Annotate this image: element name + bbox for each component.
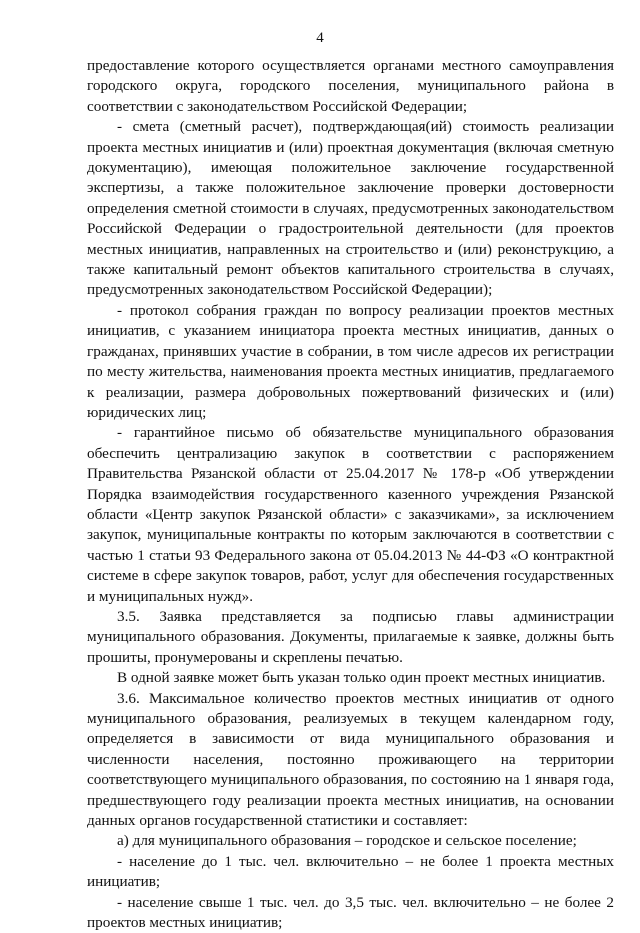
document-body (87, 56, 614, 933)
paragraph-3-5: 3.5. Заявка представляется за подписью главы администрации муниципального образования. Документы, прилагаемые к заявке, должны быть прошиты, пронумерованы и скреплены печатью. (87, 607, 614, 666)
paragraph-population-2: - население свыше 1 тыс. чел. до 3,5 тыс. чел. включительно – не более 2 проектов местных инициатив; (87, 893, 614, 932)
paragraph-estimate: - смета (сметный расчет), подтверждающая(ий) стоимость реализации проекта местных инициатив и (или) проектная документация (включая сметную документацию), имеющая положительное заключение государственной экспертизы, а также положительное заключение проверки достоверности определения сметной стоимости в случаях, предусмотренных законодательством Российской Федерации о градостроительной деятельности (для проектов местных инициатив, направленных на строительство и (или) реконструкцию, а также капитальный ремонт объектов капитального строительства в случаях, предусмотренных законодательством Российской Федерации); (87, 118, 614, 299)
paragraph-3-6: 3.6. Максимальное количество проектов местных инициатив от одного муниципального образования, реализуемых в текущем календарном году, определяется в зависимости от вида муниципального образования и численности населения, постоянно проживающего на территории соответствующего муниципального образования, по состоянию на 1 января года, предшествующего году реализации проекта местных инициатив, на основании данных органов государственной статистики и составляет: (87, 689, 614, 830)
page-number: 4 (316, 30, 324, 46)
paragraph-item-a: а) для муниципального образования – городское и сельское поселение; (117, 832, 577, 850)
paragraph-meeting-protocol: - протокол собрания граждан по вопросу реализации проектов местных инициатив, с указанием инициатора проекта местных инициатив, данных о гражданах, принявших участие в собрании, в том числе адресов их регистрации по месту жительства, наименования проекта местных инициатив, предлагаемого к реализации, размера добровольных пожертвований физических и (или) юридических лиц; (87, 301, 614, 421)
paragraph-one-project: В одной заявке может быть указан только один проект местных инициатив. (117, 669, 606, 687)
paragraph-water-supply-clause: предоставление которого осуществляется органами местного самоуправления городского округа, городского поселения, муниципального района в соответствии с законодательством Российской Федерации; (87, 57, 614, 115)
paragraph-population-1: - население до 1 тыс. чел. включительно – не более 1 проекта местных инициатив; (87, 852, 614, 891)
paragraph-guarantee-letter: - гарантийное письмо об обязательстве муниципального образования обеспечить централизацию закупок в соответствии с распоряжением Правительства Рязанской области от 25.04.2017 № 178-р «Об утверждении Порядка взаимодействия государственного казенного учреждения Рязанской области «Центр закупок Рязанской области» с заказчиками», за исключением закупок, муниципальные контракты по которым заключаются в соответствии с частью 1 статьи 93 Федерального закона от 05.04.2013 № 44-ФЗ «О контрактной системе в сфере закупок товаров, работ, услуг для обеспечения государственных и муниципальных нужд». (87, 424, 614, 605)
